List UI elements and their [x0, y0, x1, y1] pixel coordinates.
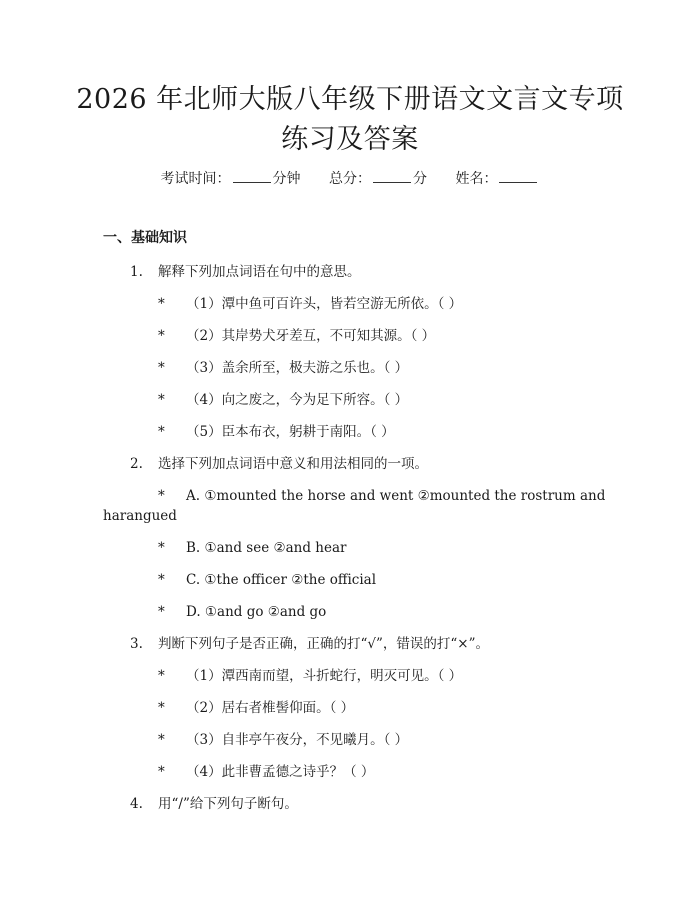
item-text-continuation: harangued: [103, 508, 177, 524]
question-4: [130, 794, 298, 814]
bullet-icon: *: [158, 296, 165, 312]
question-1: [130, 262, 361, 282]
question-number: 2.: [130, 456, 143, 472]
time-blank: [233, 168, 271, 183]
name-blank: [499, 168, 537, 183]
score-unit: 分: [413, 171, 427, 187]
question-text: 选择下列加点词语中意义和用法相同的一项。: [158, 456, 428, 472]
bullet-icon: *: [158, 488, 165, 504]
list-item: [158, 698, 354, 718]
question-text: 解释下列加点词语在句中的意思。: [158, 264, 361, 280]
name-label: 姓名：: [455, 171, 498, 187]
list-item: [158, 570, 376, 590]
score-blank: [373, 168, 411, 183]
question-number: 1.: [130, 264, 143, 280]
list-item: [158, 730, 408, 750]
list-item: [158, 762, 374, 782]
item-text: （1）潭中鱼可百许头，皆若空游无所依。（ ）: [186, 296, 463, 312]
question-text: 判断下列句子是否正确，正确的打“√”，错误的打“×”。: [158, 636, 490, 652]
bullet-icon: *: [158, 572, 165, 588]
item-text: C. ①the officer ②the official: [186, 572, 377, 588]
item-text: （2）其岸势犬牙差互，不可知其源。（ ）: [186, 328, 436, 344]
exam-meta: [0, 168, 700, 189]
item-text: A. ①mounted the horse and went ②mounted the rostrum and: [186, 488, 606, 504]
page-title-line2: 练习及答案: [281, 124, 419, 155]
item-text: （3）盖余所至，极夫游之乐也。（ ）: [186, 360, 409, 376]
bullet-icon: *: [158, 540, 165, 556]
list-item: [158, 538, 346, 558]
list-item: [158, 666, 462, 686]
list-item: [158, 486, 605, 506]
page-title-line1: 2026 年北师大版八年级下册语文文言文专项: [76, 84, 624, 115]
bullet-icon: *: [158, 668, 165, 684]
bullet-icon: *: [158, 360, 165, 376]
list-item: [158, 358, 408, 378]
item-text: D. ①and go ②and go: [186, 604, 327, 620]
exam-name: [455, 168, 539, 189]
exam-score: [329, 168, 427, 189]
question-2: [130, 454, 428, 474]
bullet-icon: *: [158, 700, 165, 716]
bullet-icon: *: [158, 392, 165, 408]
question-number: 3.: [130, 636, 143, 652]
item-text: （4）此非曹孟德之诗乎？（ ）: [186, 764, 375, 780]
item-text: （2）居右者椎髻仰面。（ ）: [186, 700, 355, 716]
item-text: B. ①and see ②and hear: [186, 540, 347, 556]
list-item: [158, 294, 462, 314]
time-label: 考试时间：: [160, 171, 231, 187]
list-item: [158, 390, 408, 410]
question-text: 用“/”给下列句子断句。: [158, 796, 298, 812]
item-text: （5）臣本布衣，躬耕于南阳。（ ）: [186, 424, 395, 440]
bullet-icon: *: [158, 328, 165, 344]
item-text: （3）自非亭午夜分，不见曦月。（ ）: [186, 732, 409, 748]
bullet-icon: *: [158, 424, 165, 440]
bullet-icon: *: [158, 764, 165, 780]
score-label: 总分：: [329, 171, 371, 187]
item-text: （1）潭西南而望，斗折蛇行，明灭可见。（ ）: [186, 668, 463, 684]
question-number: 4.: [130, 796, 143, 812]
list-item: [158, 326, 435, 346]
time-unit: 分钟: [272, 171, 301, 187]
section-heading: 一、基础知识: [103, 230, 187, 246]
question-3: [130, 634, 489, 654]
exam-time: [161, 168, 301, 189]
bullet-icon: *: [158, 732, 165, 748]
bullet-icon: *: [158, 604, 165, 620]
list-item: [158, 422, 395, 442]
list-item: [158, 602, 326, 622]
item-text: （4）向之废之，今为足下所容。（ ）: [186, 392, 409, 408]
